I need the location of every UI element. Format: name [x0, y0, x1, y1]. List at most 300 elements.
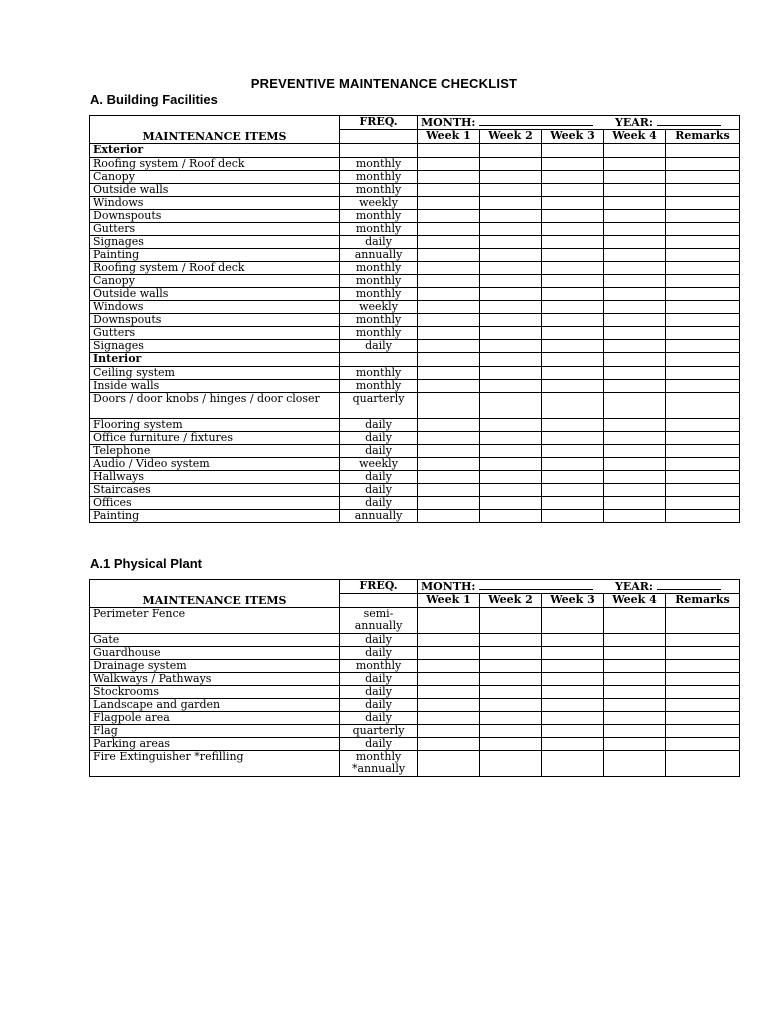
week1-cell[interactable]	[418, 314, 480, 327]
table-row	[90, 712, 740, 725]
item-cell: Outside walls	[90, 184, 340, 197]
freq-cell: quarterly	[340, 393, 418, 419]
week4-cell[interactable]	[604, 353, 666, 367]
item-cell: Office furniture / fixtures	[90, 432, 340, 445]
item-cell: Windows	[90, 197, 340, 210]
week3-cell[interactable]	[542, 673, 604, 686]
remarks-cell[interactable]	[666, 314, 740, 327]
remarks-cell[interactable]	[666, 380, 740, 393]
week2-cell[interactable]	[480, 367, 542, 380]
week3-cell[interactable]	[542, 314, 604, 327]
week1-cell[interactable]	[418, 738, 480, 751]
freq-cell: monthly	[340, 171, 418, 184]
table-row	[90, 301, 740, 314]
week4-cell[interactable]	[604, 471, 666, 484]
remarks-cell[interactable]	[666, 184, 740, 197]
freq-cell: daily	[340, 236, 418, 249]
week2-cell[interactable]	[480, 751, 542, 777]
week3-cell[interactable]	[542, 712, 604, 725]
week1-cell[interactable]	[418, 751, 480, 777]
table-row	[90, 171, 740, 184]
week1-cell[interactable]	[418, 673, 480, 686]
remarks-cell[interactable]	[666, 673, 740, 686]
week1-cell[interactable]	[418, 210, 480, 223]
table-row	[90, 497, 740, 510]
freq-cell: daily	[340, 712, 418, 725]
week2-cell[interactable]	[480, 249, 542, 262]
physical-plant-table	[89, 579, 740, 777]
freq-cell: daily	[340, 432, 418, 445]
week4-cell[interactable]	[604, 262, 666, 275]
week1-cell[interactable]	[418, 236, 480, 249]
week1-cell[interactable]	[418, 340, 480, 353]
week2-cell[interactable]	[480, 725, 542, 738]
freq-cell	[340, 144, 418, 158]
remarks-cell[interactable]	[666, 634, 740, 647]
remarks-cell[interactable]	[666, 751, 740, 777]
week4-cell[interactable]	[604, 647, 666, 660]
table-header-row	[90, 116, 740, 130]
item-cell: Landscape and garden	[90, 699, 340, 712]
week1-cell[interactable]	[418, 686, 480, 699]
table-row	[90, 660, 740, 673]
week1-cell[interactable]	[418, 634, 480, 647]
week3-cell[interactable]	[542, 288, 604, 301]
week2-cell[interactable]	[480, 484, 542, 497]
week4-cell[interactable]	[604, 686, 666, 699]
week3-cell[interactable]	[542, 419, 604, 432]
week1-cell[interactable]	[418, 171, 480, 184]
week3-cell[interactable]	[542, 647, 604, 660]
week4-cell[interactable]	[604, 171, 666, 184]
week3-cell[interactable]	[542, 725, 604, 738]
remarks-cell[interactable]	[666, 712, 740, 725]
table-row	[90, 393, 740, 419]
week3-cell[interactable]	[542, 738, 604, 751]
item-cell: Canopy	[90, 171, 340, 184]
week2-cell[interactable]	[480, 262, 542, 275]
week4-cell[interactable]	[604, 432, 666, 445]
week4-cell[interactable]	[604, 210, 666, 223]
remarks-cell[interactable]	[666, 497, 740, 510]
exterior-row-label: Exterior	[90, 144, 340, 158]
week3-cell[interactable]	[542, 660, 604, 673]
table-row	[90, 673, 740, 686]
week4-cell[interactable]	[604, 158, 666, 171]
freq-header: FREQ.	[340, 116, 418, 130]
table-row	[90, 210, 740, 223]
week3-cell[interactable]	[542, 686, 604, 699]
item-cell: Downspouts	[90, 314, 340, 327]
remarks-cell[interactable]	[666, 171, 740, 184]
week1-header: Week 1	[418, 594, 480, 608]
item-cell: Gutters	[90, 327, 340, 340]
year-label: YEAR:	[614, 116, 653, 129]
table-row	[90, 367, 740, 380]
item-cell: Audio / Video system	[90, 458, 340, 471]
remarks-cell[interactable]	[666, 458, 740, 471]
remarks-cell[interactable]	[666, 223, 740, 236]
freq-cell: daily	[340, 340, 418, 353]
week2-cell[interactable]	[480, 197, 542, 210]
week2-cell[interactable]	[480, 660, 542, 673]
remarks-cell[interactable]	[666, 275, 740, 288]
week4-cell[interactable]	[604, 608, 666, 634]
week4-cell[interactable]	[604, 184, 666, 197]
remarks-cell[interactable]	[666, 419, 740, 432]
item-cell: Inside walls	[90, 380, 340, 393]
week1-cell[interactable]	[418, 367, 480, 380]
week3-cell[interactable]	[542, 158, 604, 171]
remarks-cell[interactable]	[666, 647, 740, 660]
table-row	[90, 288, 740, 301]
remarks-cell[interactable]	[666, 432, 740, 445]
week2-cell[interactable]	[480, 647, 542, 660]
week3-cell[interactable]	[542, 210, 604, 223]
week4-cell[interactable]	[604, 288, 666, 301]
week3-cell[interactable]	[542, 751, 604, 777]
freq-cell: daily	[340, 634, 418, 647]
remarks-cell[interactable]	[666, 327, 740, 340]
freq-cell: monthly	[340, 660, 418, 673]
week3-cell[interactable]	[542, 275, 604, 288]
week2-cell[interactable]	[480, 144, 542, 158]
week4-cell[interactable]	[604, 393, 666, 419]
table-row	[90, 686, 740, 699]
week4-cell[interactable]	[604, 484, 666, 497]
week1-cell[interactable]	[418, 197, 480, 210]
week2-cell[interactable]	[480, 184, 542, 197]
week3-cell[interactable]	[542, 340, 604, 353]
item-cell: Gutters	[90, 223, 340, 236]
week3-cell[interactable]	[542, 236, 604, 249]
week2-cell[interactable]	[480, 458, 542, 471]
freq-cell: monthly	[340, 367, 418, 380]
remarks-cell[interactable]	[666, 249, 740, 262]
week4-cell[interactable]	[604, 380, 666, 393]
freq-cell: quarterly	[340, 725, 418, 738]
remarks-cell[interactable]	[666, 158, 740, 171]
week3-cell[interactable]	[542, 699, 604, 712]
week4-cell[interactable]	[604, 751, 666, 777]
item-cell: Hallways	[90, 471, 340, 484]
week2-cell[interactable]	[480, 223, 542, 236]
week2-cell[interactable]	[480, 340, 542, 353]
week2-cell[interactable]	[480, 301, 542, 314]
item-cell: Painting	[90, 510, 340, 523]
week1-cell[interactable]	[418, 158, 480, 171]
remarks-cell[interactable]	[666, 353, 740, 367]
week4-cell[interactable]	[604, 340, 666, 353]
week3-cell[interactable]	[542, 471, 604, 484]
week1-cell[interactable]	[418, 458, 480, 471]
table-row	[90, 184, 740, 197]
week2-cell[interactable]	[480, 314, 542, 327]
remarks-cell[interactable]	[666, 471, 740, 484]
freq-cell: daily	[340, 419, 418, 432]
table-header-row	[90, 580, 740, 594]
remarks-cell[interactable]	[666, 288, 740, 301]
remarks-cell[interactable]	[666, 484, 740, 497]
week1-cell[interactable]	[418, 353, 480, 367]
remarks-cell[interactable]	[666, 660, 740, 673]
week3-cell[interactable]	[542, 510, 604, 523]
remarks-cell[interactable]	[666, 510, 740, 523]
week1-cell[interactable]	[418, 445, 480, 458]
week4-cell[interactable]	[604, 497, 666, 510]
week3-cell[interactable]	[542, 484, 604, 497]
freq-cell: monthly	[340, 275, 418, 288]
freq-cell: weekly	[340, 301, 418, 314]
week3-cell[interactable]	[542, 445, 604, 458]
week1-cell[interactable]	[418, 419, 480, 432]
remarks-cell[interactable]	[666, 686, 740, 699]
remarks-cell[interactable]	[666, 144, 740, 158]
week4-cell[interactable]	[604, 712, 666, 725]
week1-cell[interactable]	[418, 327, 480, 340]
item-cell: Doors / door knobs / hinges / door closer	[90, 393, 340, 419]
remarks-cell[interactable]	[666, 367, 740, 380]
remarks-cell[interactable]	[666, 197, 740, 210]
item-cell: Gate	[90, 634, 340, 647]
week1-cell[interactable]	[418, 699, 480, 712]
month-year-header	[418, 580, 740, 594]
week1-cell[interactable]	[418, 660, 480, 673]
week2-cell[interactable]	[480, 171, 542, 184]
week4-cell[interactable]	[604, 314, 666, 327]
week4-cell[interactable]	[604, 725, 666, 738]
freq-header: FREQ.	[340, 580, 418, 594]
remarks-cell[interactable]	[666, 738, 740, 751]
week4-cell[interactable]	[604, 144, 666, 158]
week2-cell[interactable]	[480, 497, 542, 510]
week4-header: Week 4	[604, 130, 666, 144]
week2-cell[interactable]	[480, 686, 542, 699]
week1-cell[interactable]	[418, 301, 480, 314]
freq-cell: daily	[340, 673, 418, 686]
freq-cell: semi-annually	[340, 608, 418, 634]
item-cell: Walkways / Pathways	[90, 673, 340, 686]
week3-cell[interactable]	[542, 249, 604, 262]
week1-cell[interactable]	[418, 393, 480, 419]
freq-cell: weekly	[340, 197, 418, 210]
week4-cell[interactable]	[604, 634, 666, 647]
table-row	[90, 249, 740, 262]
week1-cell[interactable]	[418, 184, 480, 197]
week3-cell[interactable]	[542, 458, 604, 471]
remarks-cell[interactable]	[666, 301, 740, 314]
table-row	[90, 725, 740, 738]
week2-cell[interactable]	[480, 432, 542, 445]
table-row	[90, 197, 740, 210]
week2-cell[interactable]	[480, 673, 542, 686]
week1-cell[interactable]	[418, 484, 480, 497]
table-row	[90, 608, 740, 634]
week2-cell[interactable]	[480, 510, 542, 523]
table-row	[90, 445, 740, 458]
item-cell: Perimeter Fence	[90, 608, 340, 634]
week4-cell[interactable]	[604, 301, 666, 314]
table-row	[90, 223, 740, 236]
freq-cell: monthly	[340, 314, 418, 327]
item-cell: Roofing system / Roof deck	[90, 158, 340, 171]
week2-cell[interactable]	[480, 393, 542, 419]
week4-cell[interactable]	[604, 249, 666, 262]
item-cell: Windows	[90, 301, 340, 314]
week2-cell[interactable]	[480, 699, 542, 712]
week1-cell[interactable]	[418, 608, 480, 634]
remarks-cell[interactable]	[666, 725, 740, 738]
week4-cell[interactable]	[604, 327, 666, 340]
table-row	[90, 419, 740, 432]
freq-cell: daily	[340, 497, 418, 510]
remarks-cell[interactable]	[666, 445, 740, 458]
item-cell: Roofing system / Roof deck	[90, 262, 340, 275]
week1-cell[interactable]	[418, 380, 480, 393]
week4-cell[interactable]	[604, 223, 666, 236]
week1-cell[interactable]	[418, 249, 480, 262]
item-cell: Outside walls	[90, 288, 340, 301]
interior-row	[90, 353, 740, 367]
week3-cell[interactable]	[542, 353, 604, 367]
item-cell: Painting	[90, 249, 340, 262]
week3-cell[interactable]	[542, 171, 604, 184]
freq-blank-cell	[340, 594, 418, 608]
week2-cell[interactable]	[480, 445, 542, 458]
week4-cell[interactable]	[604, 458, 666, 471]
item-cell: Canopy	[90, 275, 340, 288]
freq-cell: daily	[340, 471, 418, 484]
week2-cell[interactable]	[480, 210, 542, 223]
freq-blank-cell	[340, 130, 418, 144]
week3-cell[interactable]	[542, 144, 604, 158]
week3-cell[interactable]	[542, 634, 604, 647]
week1-cell[interactable]	[418, 223, 480, 236]
week1-cell[interactable]	[418, 288, 480, 301]
item-cell: Drainage system	[90, 660, 340, 673]
table-row	[90, 340, 740, 353]
week1-cell[interactable]	[418, 712, 480, 725]
week3-cell[interactable]	[542, 393, 604, 419]
week3-header: Week 3	[542, 594, 604, 608]
week3-cell[interactable]	[542, 197, 604, 210]
week1-cell[interactable]	[418, 647, 480, 660]
week3-cell[interactable]	[542, 301, 604, 314]
week3-cell[interactable]	[542, 262, 604, 275]
week4-cell[interactable]	[604, 673, 666, 686]
week1-cell[interactable]	[418, 432, 480, 445]
week1-header: Week 1	[418, 130, 480, 144]
freq-cell: daily	[340, 484, 418, 497]
week2-cell[interactable]	[480, 288, 542, 301]
week4-cell[interactable]	[604, 367, 666, 380]
item-cell: Signages	[90, 236, 340, 249]
week3-cell[interactable]	[542, 327, 604, 340]
item-cell: Signages	[90, 340, 340, 353]
remarks-cell[interactable]	[666, 608, 740, 634]
section-a-heading: A. Building Facilities	[90, 92, 218, 107]
week2-cell[interactable]	[480, 419, 542, 432]
week1-cell[interactable]	[418, 497, 480, 510]
freq-cell: annually	[340, 249, 418, 262]
week2-cell[interactable]	[480, 608, 542, 634]
remarks-cell[interactable]	[666, 340, 740, 353]
table-row	[90, 647, 740, 660]
week2-cell[interactable]	[480, 380, 542, 393]
week4-cell[interactable]	[604, 275, 666, 288]
week4-cell[interactable]	[604, 419, 666, 432]
week1-cell[interactable]	[418, 275, 480, 288]
week3-cell[interactable]	[542, 497, 604, 510]
week1-cell[interactable]	[418, 510, 480, 523]
week1-cell[interactable]	[418, 725, 480, 738]
remarks-cell[interactable]	[666, 210, 740, 223]
table-row	[90, 158, 740, 171]
week1-cell[interactable]	[418, 144, 480, 158]
month-year-header	[418, 116, 740, 130]
item-cell: Offices	[90, 497, 340, 510]
week3-cell[interactable]	[542, 367, 604, 380]
week3-cell[interactable]	[542, 380, 604, 393]
week4-cell[interactable]	[604, 445, 666, 458]
week4-cell[interactable]	[604, 510, 666, 523]
week4-cell[interactable]	[604, 738, 666, 751]
week2-cell[interactable]	[480, 353, 542, 367]
table-row	[90, 275, 740, 288]
freq-cell: monthly	[340, 158, 418, 171]
table-row	[90, 236, 740, 249]
remarks-cell[interactable]	[666, 236, 740, 249]
year-blank	[657, 580, 721, 590]
freq-cell: monthly	[340, 210, 418, 223]
item-cell: Downspouts	[90, 210, 340, 223]
week4-cell[interactable]	[604, 197, 666, 210]
week2-cell[interactable]	[480, 158, 542, 171]
interior-row-label: Interior	[90, 353, 340, 367]
week2-cell[interactable]	[480, 738, 542, 751]
week2-cell[interactable]	[480, 275, 542, 288]
table-row	[90, 634, 740, 647]
week3-cell[interactable]	[542, 608, 604, 634]
table-row	[90, 458, 740, 471]
week4-cell[interactable]	[604, 699, 666, 712]
remarks-cell[interactable]	[666, 699, 740, 712]
week1-cell[interactable]	[418, 471, 480, 484]
remarks-cell[interactable]	[666, 393, 740, 419]
week2-cell[interactable]	[480, 634, 542, 647]
item-cell: Stockrooms	[90, 686, 340, 699]
week1-cell[interactable]	[418, 262, 480, 275]
week2-cell[interactable]	[480, 471, 542, 484]
freq-cell	[340, 353, 418, 367]
week4-cell[interactable]	[604, 236, 666, 249]
month-label: MONTH:	[421, 580, 476, 593]
week4-cell[interactable]	[604, 660, 666, 673]
week3-cell[interactable]	[542, 184, 604, 197]
item-cell: Ceiling system	[90, 367, 340, 380]
week2-cell[interactable]	[480, 327, 542, 340]
freq-cell: daily	[340, 699, 418, 712]
week4-header: Week 4	[604, 594, 666, 608]
table-row	[90, 510, 740, 523]
week3-cell[interactable]	[542, 432, 604, 445]
week2-cell[interactable]	[480, 236, 542, 249]
remarks-cell[interactable]	[666, 262, 740, 275]
item-cell: Flagpole area	[90, 712, 340, 725]
week3-cell[interactable]	[542, 223, 604, 236]
table-row	[90, 314, 740, 327]
week2-cell[interactable]	[480, 712, 542, 725]
